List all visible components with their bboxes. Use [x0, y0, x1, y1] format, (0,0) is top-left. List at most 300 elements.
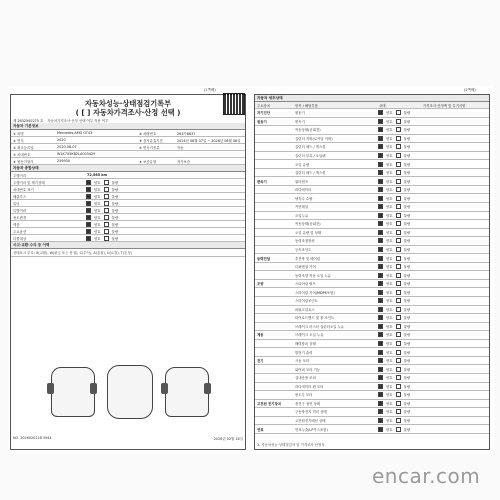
detail-checkbox[interactable] — [396, 264, 401, 269]
detail-checkbox[interactable] — [396, 281, 401, 286]
status-row-label: 색상 — [13, 222, 20, 227]
bad-label: 불량 — [111, 215, 119, 220]
status-row-label: 배출가스 — [13, 194, 27, 199]
bad-label: 불량 — [403, 248, 411, 253]
detail-row — [255, 357, 489, 366]
detail-checkbox[interactable] — [396, 170, 401, 175]
detail-item-label: 변속기 — [295, 119, 305, 124]
status-row — [11, 228, 245, 235]
status-checkbox-checked[interactable] — [86, 215, 91, 220]
detail-item-label: 원동기 — [295, 111, 305, 116]
detail-checkbox[interactable] — [396, 332, 401, 337]
basic-label-2: ⑥ 변속기종류 — [139, 145, 160, 150]
detail-item-label: 등속조인트 — [295, 248, 312, 253]
status-row-label: 차대번호 표기 — [13, 187, 34, 192]
mileage-value: 72,565 km — [87, 173, 108, 177]
bad-label: 불량 — [403, 367, 411, 372]
status-row-label: 주요옵션 — [13, 229, 27, 234]
detail-checkbox-checked[interactable] — [378, 170, 383, 175]
good-label: 양호 — [386, 376, 393, 381]
detail-checkbox-checked[interactable] — [378, 367, 383, 372]
detail-item-label: 동력조향 작동 오일 누유 — [295, 273, 331, 278]
status-row-label: 튜닝 — [13, 201, 20, 206]
status-row — [11, 179, 245, 186]
bad-label: 불량 — [403, 239, 411, 244]
detail-checkbox[interactable] — [396, 418, 401, 423]
detail-row — [255, 331, 489, 340]
bad-label: 불량 — [403, 179, 411, 184]
status-checkbox-checked[interactable] — [86, 180, 91, 185]
bad-label: 불량 — [111, 236, 119, 241]
detail-row — [255, 246, 489, 255]
detail-row — [255, 220, 489, 229]
detail-checkbox-checked[interactable] — [378, 204, 383, 209]
status-checkbox[interactable] — [104, 222, 109, 227]
detail-item-label: 파워고압호스 — [295, 307, 315, 312]
good-label: 양호 — [386, 205, 393, 210]
detail-item-label: 고전원전기배선 상태 — [295, 418, 326, 423]
detail-checkbox[interactable] — [396, 298, 401, 303]
basic-value: 256930 — [57, 159, 70, 163]
status-checkbox[interactable] — [104, 187, 109, 192]
detail-row — [255, 169, 489, 178]
qr-code-icon — [223, 93, 245, 115]
good-label: 양호 — [386, 350, 393, 355]
bad-label: 불량 — [403, 213, 411, 218]
status-checkbox[interactable] — [104, 215, 109, 220]
status-checkbox-checked[interactable] — [86, 194, 91, 199]
status-row-label: 리콜대상 — [13, 236, 27, 241]
status-checkbox[interactable] — [104, 180, 109, 185]
detail-checkbox-checked[interactable] — [378, 256, 383, 261]
bad-label: 불량 — [403, 350, 411, 355]
detail-item-label: 디퍼렌셜 기어 — [295, 265, 316, 270]
system-label: 고전원 전기장치 — [257, 401, 282, 406]
detail-checkbox-checked[interactable] — [378, 196, 383, 201]
good-label: 양호 — [386, 119, 393, 124]
basic-value: W1K7X5KB2LA003429 — [57, 152, 96, 156]
document-sheet — [8, 86, 494, 488]
detail-row — [255, 135, 489, 144]
basic-info-row — [11, 130, 245, 137]
detail-row — [255, 314, 489, 323]
good-label: 양호 — [386, 290, 393, 295]
detail-checkbox-checked[interactable] — [378, 136, 383, 141]
detail-rows — [255, 109, 489, 434]
detail-checkbox[interactable] — [396, 213, 401, 218]
detail-row — [255, 229, 489, 238]
detail-checkbox[interactable] — [396, 238, 401, 243]
detail-checkbox-checked[interactable] — [378, 247, 383, 252]
detail-checkbox[interactable] — [396, 324, 401, 329]
detail-checkbox[interactable] — [396, 196, 401, 201]
basic-label: ⑧ 원동기형식 — [13, 159, 34, 164]
detail-item-label: 실린더 헤드 / 개스킷 — [295, 171, 326, 176]
detail-checkbox[interactable] — [396, 409, 401, 414]
status-checkbox-checked[interactable] — [86, 222, 91, 227]
col-header-notes: 가격조사·산정액 및 특기사항 — [423, 103, 466, 108]
good-label: 양호 — [386, 384, 393, 389]
good-label: 양호 — [386, 222, 393, 227]
detail-checkbox-checked[interactable] — [378, 350, 383, 355]
bad-label: 불량 — [403, 307, 411, 312]
good-label: 양호 — [386, 188, 393, 193]
detail-checkbox-checked[interactable] — [378, 221, 383, 226]
status-rows — [11, 179, 245, 242]
detail-checkbox[interactable] — [396, 247, 401, 252]
detail-row — [255, 194, 489, 203]
detail-checkbox[interactable] — [396, 358, 401, 363]
detail-checkbox-checked[interactable] — [378, 427, 383, 432]
good-label: 양호 — [386, 427, 393, 432]
col-header-item: 항목 / 해당부품 — [295, 103, 318, 108]
detail-item-label: 스티어링 펌프 — [295, 282, 316, 287]
status-checkbox[interactable] — [104, 208, 109, 213]
bad-label: 불량 — [403, 427, 411, 432]
detail-checkbox[interactable] — [396, 315, 401, 320]
detail-item-label: 발전기 출력 — [295, 350, 313, 355]
detail-checkbox-checked[interactable] — [378, 144, 383, 149]
detail-item-label: 스티어링 기어(MDPS포함) — [295, 290, 335, 295]
detail-row — [255, 186, 489, 195]
detail-item-label: 와이퍼 모터 기능 — [295, 367, 321, 372]
bad-label: 불량 — [111, 201, 119, 206]
detail-checkbox[interactable] — [396, 162, 401, 167]
status-checkbox-checked[interactable] — [86, 187, 91, 192]
bad-label: 불량 — [111, 229, 119, 234]
good-label: 양호 — [386, 299, 393, 304]
detail-item-label: 연료누출(LP가스포함) — [295, 427, 328, 432]
detail-checkbox-checked[interactable] — [378, 230, 383, 235]
detail-row — [255, 400, 489, 409]
bad-label: 불량 — [403, 188, 411, 193]
status-checkbox[interactable] — [104, 201, 109, 206]
system-label: 전기 — [257, 359, 264, 364]
system-label: 연료 — [257, 427, 264, 432]
basic-value-2: 자가보증 — [177, 159, 191, 164]
good-label: 양호 — [386, 171, 393, 176]
basic-value-2: 263가8637 — [177, 131, 196, 136]
detail-checkbox[interactable] — [396, 401, 401, 406]
good-label: 양호 — [386, 154, 393, 158]
detail-row — [255, 177, 489, 186]
detail-checkbox-checked[interactable] — [378, 153, 383, 158]
basic-value-2: 2024년 08월 07일 ~ 2026년 08월 06일 — [177, 138, 241, 143]
good-label: 양호 — [94, 208, 101, 213]
bad-label: 불량 — [403, 222, 411, 227]
basic-value: Mercedes-AMG GT43 — [57, 131, 93, 135]
basic-value: 2020-08-07 — [57, 145, 77, 149]
good-label: 양호 — [386, 179, 393, 184]
status-row — [11, 214, 245, 221]
detail-checkbox-checked[interactable] — [378, 264, 383, 269]
bad-label: 불량 — [403, 384, 411, 389]
detail-checkbox[interactable] — [396, 375, 401, 380]
bad-label: 불량 — [403, 128, 411, 133]
basic-info-row — [11, 151, 245, 158]
bad-label: 불량 — [403, 265, 411, 270]
basic-label-2: ⑨ 보증유형 — [139, 159, 157, 164]
detail-item-label: 실린더 커버(로커암 커버) — [295, 136, 333, 141]
detail-checkbox-checked[interactable] — [378, 119, 383, 124]
detail-row — [255, 152, 489, 161]
status-row — [11, 200, 245, 207]
detail-item-label: 스티어링조인트 — [295, 299, 318, 304]
bad-label: 불량 — [403, 410, 411, 415]
detail-item-label: 오일 유량 및 상태 — [295, 230, 322, 235]
detail-checkbox-checked[interactable] — [378, 298, 383, 303]
detail-checkbox-checked[interactable] — [378, 127, 383, 132]
detail-item-label: 오일누유 — [295, 213, 309, 218]
detail-row — [255, 306, 489, 315]
good-label: 양호 — [94, 187, 101, 192]
bad-label: 불량 — [111, 194, 119, 199]
basic-label-2: ⑤ 검사유효기간 — [139, 138, 163, 143]
status-checkbox-checked[interactable] — [86, 236, 91, 241]
basic-info-row — [11, 144, 245, 151]
bad-label: 불량 — [403, 342, 411, 347]
status-row — [11, 235, 245, 242]
detail-item-label: 작동상태(공회전) — [295, 128, 321, 133]
basic-label-2: ④ 차량번호 — [139, 131, 157, 136]
bad-label: 불량 — [403, 256, 411, 261]
detail-item-label: 윈도우 모터 — [295, 393, 313, 398]
good-label: 양호 — [386, 239, 393, 244]
basic-label: ⑦ 차대번호 — [13, 152, 31, 157]
status-checkbox-checked[interactable] — [86, 229, 91, 234]
detail-item-label: 작동상태(공회전) — [295, 222, 321, 227]
detail-checkbox[interactable] — [396, 427, 401, 432]
detail-row — [255, 374, 489, 383]
good-label: 양호 — [386, 307, 393, 312]
good-label: 양호 — [386, 136, 393, 141]
detail-checkbox-checked[interactable] — [378, 179, 383, 184]
detail-row — [255, 288, 489, 297]
detail-checkbox[interactable] — [396, 119, 401, 124]
status-row — [11, 193, 245, 200]
detail-checkbox-checked[interactable] — [378, 332, 383, 337]
footer-number: NO. 2026020218 3944 — [13, 436, 52, 440]
good-label: 양호 — [386, 393, 393, 398]
bad-label: 불량 — [403, 333, 411, 338]
basic-label: ① 차명 — [13, 131, 24, 136]
detail-checkbox[interactable] — [396, 110, 401, 115]
status-checkbox[interactable] — [104, 236, 109, 241]
bad-label: 불량 — [403, 136, 411, 141]
detail-item-label: 라디에이터 — [295, 188, 312, 193]
detail-checkbox[interactable] — [396, 127, 401, 132]
detail-checkbox-checked[interactable] — [378, 290, 383, 295]
status-row — [11, 221, 245, 228]
option-note: 자동차가격조사·산정 선택 여부 적용 여부 — [47, 118, 109, 123]
detail-item-label: 브레이크 오일 누유 — [295, 333, 324, 338]
detail-checkbox-checked[interactable] — [378, 409, 383, 414]
bad-label: 불량 — [403, 290, 411, 295]
good-label: 양호 — [386, 418, 393, 423]
bad-label: 불량 — [403, 273, 411, 278]
detail-item-label: 시동 모터 — [295, 359, 310, 364]
detail-row — [255, 348, 489, 357]
detail-row — [255, 408, 489, 417]
car-rear-view — [165, 367, 209, 417]
basic-value: 2020 — [57, 138, 66, 142]
detail-item-label: 배력장치 상태 — [295, 342, 316, 347]
good-label: 양호 — [386, 282, 393, 287]
detail-checkbox[interactable] — [396, 230, 401, 235]
basic-info-rows — [11, 130, 245, 165]
bad-label: 불량 — [403, 230, 411, 235]
detail-row — [255, 203, 489, 212]
detail-checkbox-checked[interactable] — [378, 273, 383, 278]
detail-checkbox[interactable] — [396, 392, 401, 397]
good-label: 양호 — [386, 410, 393, 415]
detail-checkbox-checked[interactable] — [378, 384, 383, 389]
detail-checkbox[interactable] — [396, 204, 401, 209]
good-label: 양호 — [94, 222, 101, 227]
detail-item-label: 충전구 절연 상태 — [295, 401, 321, 406]
detail-item-label: 라디에이터 팬 모터 — [295, 384, 324, 389]
detail-row — [255, 143, 489, 152]
detail-row — [255, 280, 489, 289]
detail-checkbox[interactable] — [396, 136, 401, 141]
basic-info-row — [11, 137, 245, 144]
detail-checkbox[interactable] — [396, 273, 401, 278]
detail-checkbox[interactable] — [396, 290, 401, 295]
status-row-label: 주행거리 및 계기상태 — [13, 180, 45, 185]
detail-checkbox-checked[interactable] — [378, 375, 383, 380]
detail-checkbox-checked[interactable] — [378, 315, 383, 320]
status-checkbox-checked[interactable] — [86, 201, 91, 206]
status-row-label: 특별이력 — [13, 208, 27, 213]
basic-label: ② 연식 — [13, 138, 24, 143]
system-label: 조향 — [257, 282, 264, 287]
left-title-2: ( [ ] 자동차가격조사·산정 선택 ) — [75, 107, 181, 117]
detail-checkbox-checked[interactable] — [378, 401, 383, 406]
detail-row — [255, 160, 489, 169]
good-label: 양호 — [94, 229, 101, 234]
detail-checkbox-checked[interactable] — [378, 392, 383, 397]
good-label: 양호 — [386, 248, 393, 253]
detail-item-label: 브레이크 마스터 실린더오일 누유 — [295, 324, 345, 329]
good-label: 양호 — [386, 316, 393, 321]
good-label: 양호 — [94, 180, 101, 185]
bad-label: 불량 — [403, 196, 411, 201]
detail-item-label: 실내송풍 모터 — [295, 376, 316, 381]
bad-label: 불량 — [111, 180, 119, 185]
good-label: 양호 — [386, 359, 393, 364]
system-label: 자기진단 — [257, 111, 271, 116]
detail-checkbox-checked[interactable] — [378, 341, 383, 346]
detail-item-label: 추진축 및 베어링 — [295, 256, 321, 261]
bad-label: 불량 — [403, 393, 411, 398]
left-page-number: (1쪽째) — [204, 88, 216, 92]
encar-watermark: encar.com — [372, 464, 481, 488]
bad-label: 불량 — [403, 376, 411, 381]
good-label: 양호 — [94, 215, 101, 220]
detail-checkbox[interactable] — [396, 153, 401, 158]
good-label: 양호 — [386, 145, 393, 150]
detail-checkbox-checked[interactable] — [378, 110, 383, 115]
detail-item-label: 구동축전지 격리 상태 — [295, 410, 327, 415]
status-checkbox[interactable] — [104, 229, 109, 234]
detail-row — [255, 254, 489, 263]
system-label: 원동기 — [257, 119, 267, 124]
detail-row — [255, 126, 489, 135]
detail-item-label: 워터펌프 — [295, 179, 309, 184]
detail-row — [255, 365, 489, 374]
detail-checkbox[interactable] — [396, 144, 401, 149]
bad-label: 불량 — [403, 171, 411, 176]
detail-checkbox[interactable] — [396, 384, 401, 389]
detail-row — [255, 391, 489, 400]
bad-label: 불량 — [403, 162, 411, 167]
status-row — [11, 207, 245, 214]
car-diagram — [15, 363, 243, 419]
detail-checkbox[interactable] — [396, 350, 401, 355]
detail-row — [255, 323, 489, 332]
bad-label: 불량 — [403, 418, 411, 423]
good-label: 양호 — [386, 162, 393, 167]
bad-label: 불량 — [111, 187, 119, 192]
basic-value-2: 자동 — [177, 145, 184, 150]
detail-checkbox[interactable] — [396, 187, 401, 192]
status-checkbox-checked[interactable] — [86, 208, 91, 213]
detail-row — [255, 340, 489, 349]
detail-checkbox-checked[interactable] — [378, 324, 383, 329]
detail-checkbox[interactable] — [396, 256, 401, 261]
detail-item-label: 동력조절장치 — [295, 239, 315, 244]
basic-info-section: 자동차 기본정보 — [11, 123, 245, 130]
detail-item-label: 냉각수 수량 — [295, 196, 313, 201]
detail-row — [255, 212, 489, 221]
bad-label: 불량 — [403, 154, 411, 158]
detail-checkbox-checked[interactable] — [378, 307, 383, 312]
detail-row — [255, 263, 489, 272]
status-checkbox[interactable] — [104, 194, 109, 199]
detail-checkbox[interactable] — [396, 221, 401, 226]
detail-checkbox[interactable] — [396, 367, 401, 372]
detail-checkbox-checked[interactable] — [378, 213, 383, 218]
car-top-view — [107, 365, 153, 419]
bad-label: 불량 — [403, 282, 411, 287]
detail-checkbox-checked[interactable] — [378, 162, 383, 167]
car-front-view — [51, 367, 95, 417]
car-note: 상태표시 부호: X(교환), W(판금 또는 용접), C(부식), A(흠집), U(요철), T(손상) — [13, 251, 133, 255]
car-history-section: 사고·교환·수리 등 이력 — [11, 242, 245, 249]
good-label: 양호 — [386, 230, 393, 235]
bad-label: 불량 — [111, 222, 119, 227]
mileage-label: 주행거리 — [13, 173, 27, 178]
detail-checkbox-checked[interactable] — [378, 281, 383, 286]
detail-checkbox[interactable] — [396, 341, 401, 346]
status-row — [11, 186, 245, 193]
good-label: 양호 — [386, 265, 393, 270]
detail-checkbox-checked[interactable] — [378, 238, 383, 243]
detail-checkbox-checked[interactable] — [378, 358, 383, 363]
detail-item-label: 실린더 헤드 / 개스킷 — [295, 145, 326, 150]
system-label: 제동 — [257, 333, 264, 338]
basic-info-row — [11, 158, 245, 165]
detail-checkbox[interactable] — [396, 179, 401, 184]
detail-checkbox-checked[interactable] — [378, 418, 383, 423]
detail-checkbox[interactable] — [396, 307, 401, 312]
good-label: 양호 — [386, 342, 393, 347]
detail-checkbox-checked[interactable] — [378, 187, 383, 192]
detail-row — [255, 271, 489, 280]
status-row-label: 용도변경 — [13, 215, 27, 220]
detail-row — [255, 109, 489, 118]
inspect-date: 2026년 02월 18일 — [213, 436, 243, 441]
